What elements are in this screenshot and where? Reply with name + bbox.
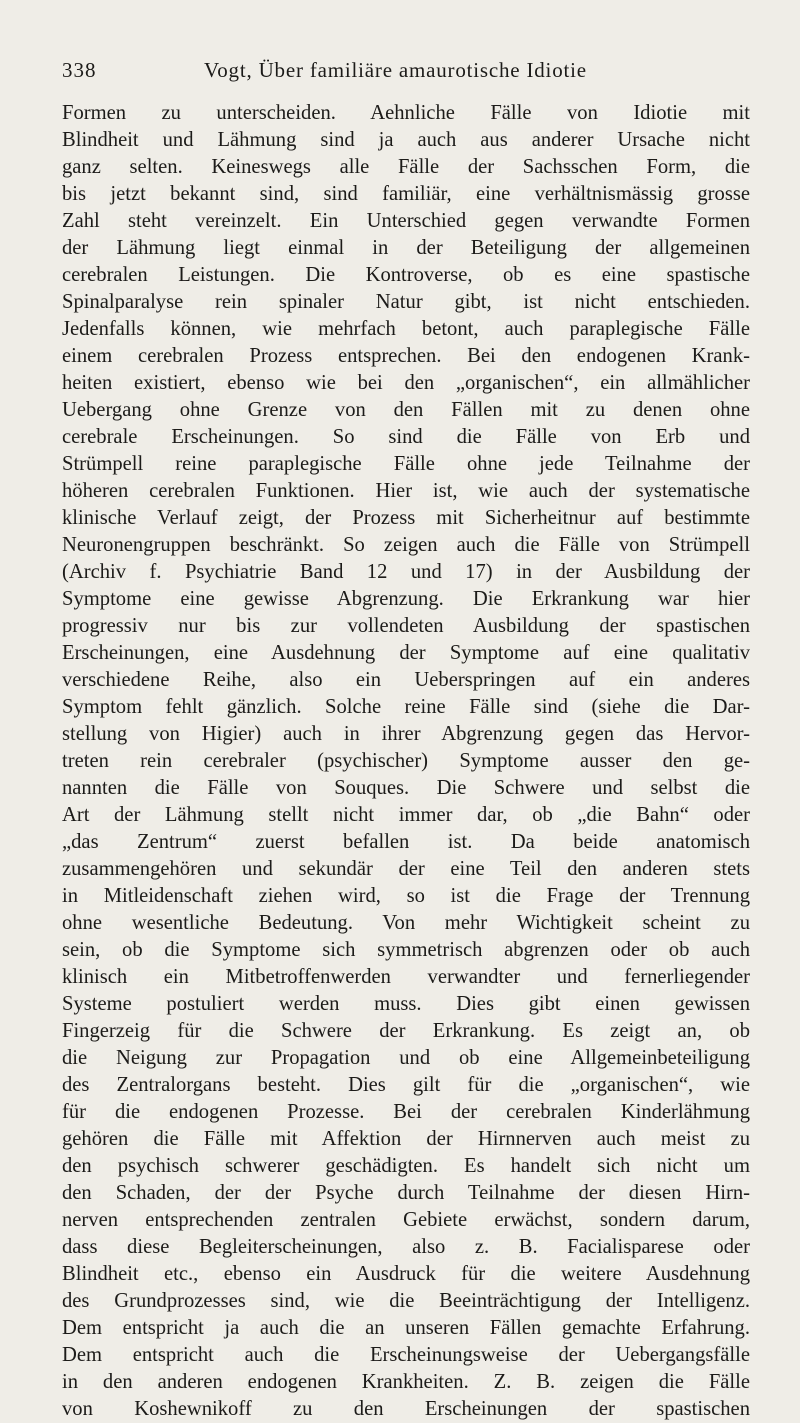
text-line: progressiv nur bis zur vollendeten Ausbildung der spastischen: [62, 615, 750, 637]
text-line: für die endogenen Prozesse. Bei der cerebralen Kinderlähmung: [62, 1101, 750, 1123]
text-line: klinische Verlauf zeigt, der Prozess mit Sicherheitnur auf bestimmte: [62, 507, 750, 529]
text-line: der Lähmung liegt einmal in der Beteiligung der allgemeinen: [62, 237, 750, 259]
page-number: 338: [62, 58, 97, 82]
text-line: des Zentralorgans besteht. Dies gilt für die „organischen“, wie: [62, 1074, 750, 1096]
text-line: ohne wesentliche Bedeutung. Von mehr Wichtigkeit scheint zu: [62, 912, 750, 934]
text-line: Formen zu unterscheiden. Aehnliche Fälle von Idiotie mit: [62, 102, 750, 124]
text-line: den Schaden, der der Psyche durch Teilnahme der diesen Hirn-: [62, 1182, 750, 1204]
text-line: Systeme postuliert werden muss. Dies gibt einen gewissen: [62, 993, 750, 1015]
body-text: [62, 100, 750, 1423]
page-header: [62, 58, 750, 88]
text-line: Neuronengruppen beschränkt. So zeigen auch die Fälle von Strümpell: [62, 534, 750, 556]
text-line: ganz selten. Keineswegs alle Fälle der Sachsschen Form, die: [62, 156, 750, 178]
text-line: nerven entsprechenden zentralen Gebiete erwächst, sondern darum,: [62, 1209, 750, 1231]
text-line: einem cerebralen Prozess entsprechen. Bei den endogenen Krank-: [62, 345, 750, 367]
text-line: Blindheit und Lähmung sind ja auch aus anderer Ursache nicht: [62, 129, 750, 151]
text-line: treten rein cerebraler (psychischer) Symptome ausser den ge-: [62, 750, 750, 772]
text-line: des Grundprozesses sind, wie die Beeinträchtigung der Intelligenz.: [62, 1290, 750, 1312]
text-line: sein, ob die Symptome sich symmetrisch abgrenzen oder ob auch: [62, 939, 750, 961]
text-line: cerebralen Leistungen. Die Kontroverse, ob es eine spastische: [62, 264, 750, 286]
text-line: (Archiv f. Psychiatrie Band 12 und 17) in der Ausbildung der: [62, 561, 750, 583]
text-line: Dem entspricht ja auch die an unseren Fällen gemachte Erfahrung.: [62, 1317, 750, 1339]
text-line: Dem entspricht auch die Erscheinungsweise der Uebergangsfälle: [62, 1344, 750, 1366]
text-line: in den anderen endogenen Krankheiten. Z. B. zeigen die Fälle: [62, 1371, 750, 1393]
text-line: Spinalparalyse rein spinaler Natur gibt, ist nicht entschieden.: [62, 291, 750, 313]
text-line: heiten existiert, ebenso wie bei den „organischen“, ein allmählicher: [62, 372, 750, 394]
text-line: „das Zentrum“ zuerst befallen ist. Da beide anatomisch: [62, 831, 750, 853]
text-line: cerebrale Erscheinungen. So sind die Fälle von Erb und: [62, 426, 750, 448]
text-line: Fingerzeig für die Schwere der Erkrankung. Es zeigt an, ob: [62, 1020, 750, 1042]
text-line: Art der Lähmung stellt nicht immer dar, ob „die Bahn“ oder: [62, 804, 750, 826]
text-line: den psychisch schwerer geschädigten. Es handelt sich nicht um: [62, 1155, 750, 1177]
text-line: die Neigung zur Propagation und ob eine Allgemeinbeteiligung: [62, 1047, 750, 1069]
text-line: verschiedene Reihe, also ein Ueberspringen auf ein anderes: [62, 669, 750, 691]
text-line: Zahl steht vereinzelt. Ein Unterschied gegen verwandte Formen: [62, 210, 750, 232]
text-line: in Mitleidenschaft ziehen wird, so ist die Frage der Trennung: [62, 885, 750, 907]
text-line: gehören die Fälle mit Affektion der Hirnnerven auch meist zu: [62, 1128, 750, 1150]
text-line: Blindheit etc., ebenso ein Ausdruck für die weitere Ausdehnung: [62, 1263, 750, 1285]
text-line: Symptome eine gewisse Abgrenzung. Die Erkrankung war hier: [62, 588, 750, 610]
text-line: Jedenfalls können, wie mehrfach betont, auch paraplegische Fälle: [62, 318, 750, 340]
text-line: von Koshewnikoff zu den Erscheinungen der spastischen: [62, 1398, 750, 1420]
text-line: höheren cerebralen Funktionen. Hier ist, wie auch der systematische: [62, 480, 750, 502]
text-line: klinisch ein Mitbetroffenwerden verwandter und fernerliegender: [62, 966, 750, 988]
text-line: Uebergang ohne Grenze von den Fällen mit zu denen ohne: [62, 399, 750, 421]
text-line: nannten die Fälle von Souques. Die Schwere und selbst die: [62, 777, 750, 799]
text-line: Erscheinungen, eine Ausdehnung der Symptome auf eine qualitativ: [62, 642, 750, 664]
text-line: Symptom fehlt gänzlich. Solche reine Fälle sind (siehe die Dar-: [62, 696, 750, 718]
text-line: zusammengehören und sekundär der eine Teil den anderen stets: [62, 858, 750, 880]
running-title: Vogt, Über familiäre amaurotische Idiotie: [204, 58, 587, 82]
text-line: dass diese Begleiterscheinungen, also z. B. Facialisparese oder: [62, 1236, 750, 1258]
text-line: bis jetzt bekannt sind, sind familiär, eine verhältnismässig grosse: [62, 183, 750, 205]
text-line: stellung von Higier) auch in ihrer Abgrenzung gegen das Hervor-: [62, 723, 750, 745]
text-line: Strümpell reine paraplegische Fälle ohne jede Teilnahme der: [62, 453, 750, 475]
